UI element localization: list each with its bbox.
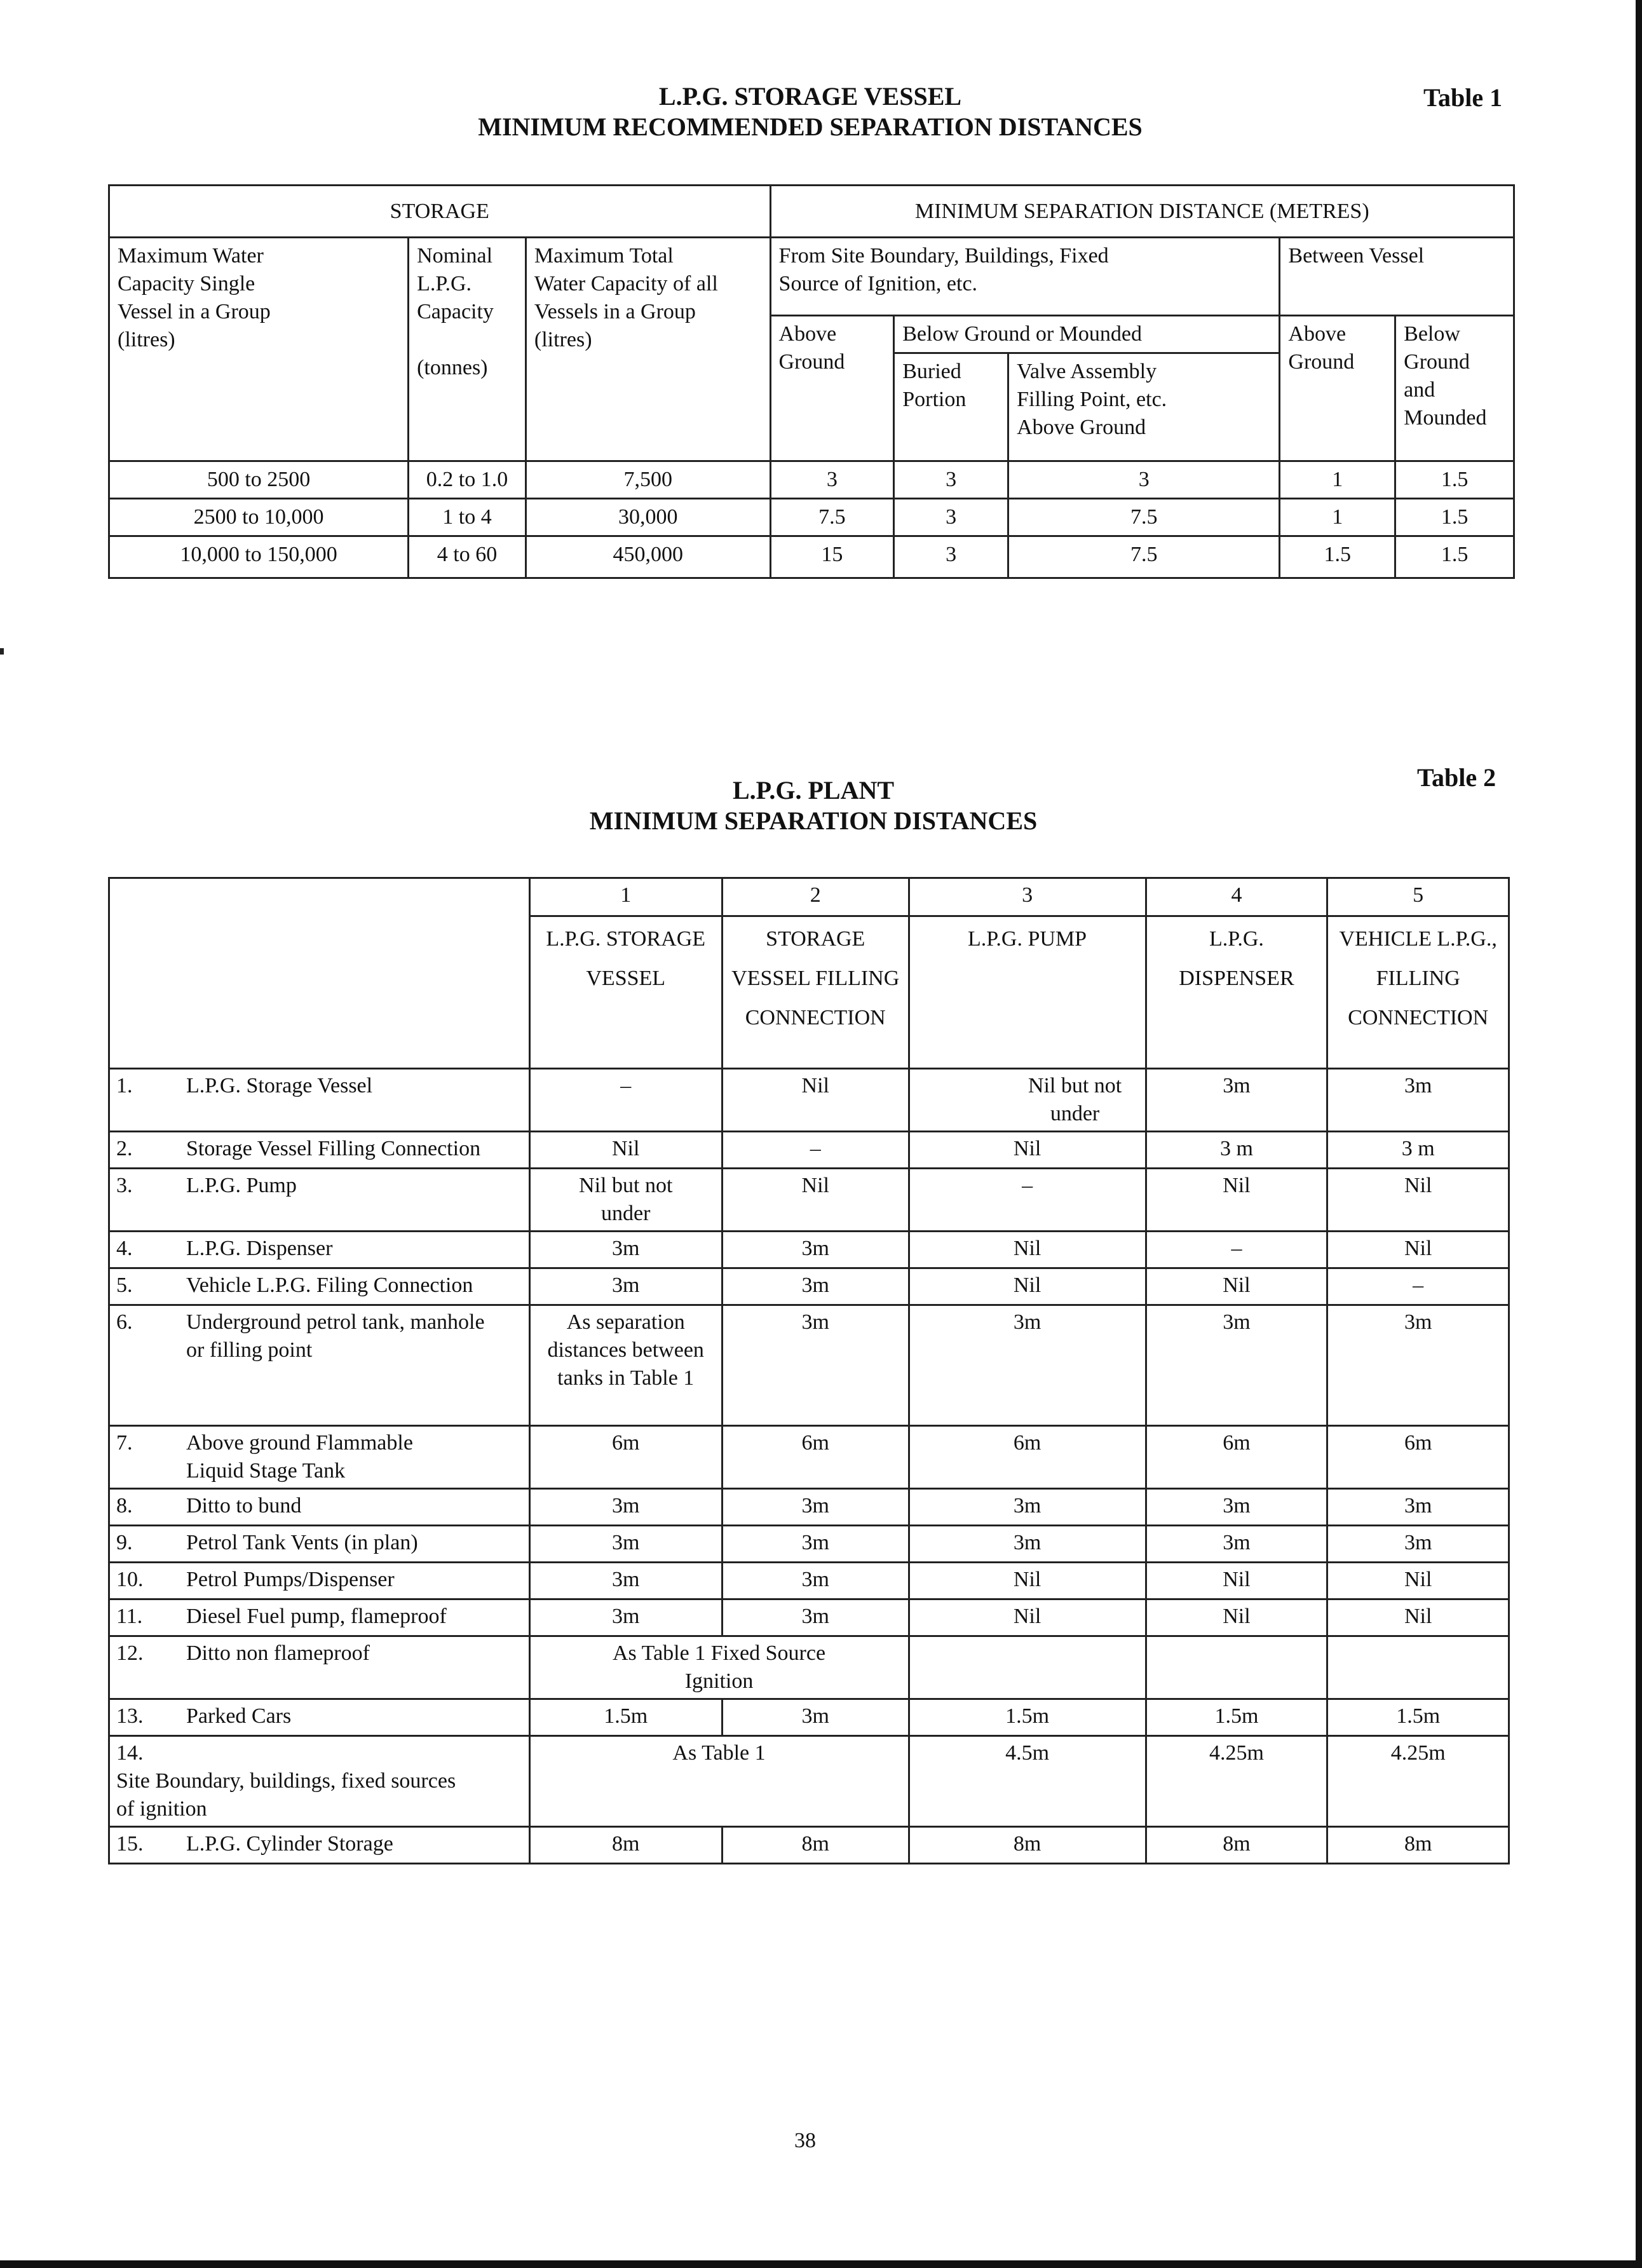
t2-row-index: 9. xyxy=(116,1531,133,1554)
t2-row xyxy=(109,1699,1509,1736)
t2-row-text: L.P.G. Dispenser xyxy=(186,1237,333,1260)
t2-cell: Nil xyxy=(1146,1563,1327,1599)
t2-row-text: L.P.G. Storage Vessel xyxy=(186,1074,373,1097)
t2-cell: 3m xyxy=(909,1526,1146,1563)
t1-cell: 1.5 xyxy=(1280,536,1395,578)
t2-col-number: 4 xyxy=(1146,878,1327,916)
table2 xyxy=(108,877,1510,1864)
t1-cell: 3 xyxy=(894,536,1008,578)
t1-buried-text: Buried Portion xyxy=(902,360,967,411)
t2-cell: 3m xyxy=(1327,1305,1509,1426)
t2-row-label xyxy=(109,1636,530,1699)
t2-cell: 3m xyxy=(529,1232,722,1268)
t2-row-label xyxy=(109,1827,530,1864)
t2-row-text: L.P.G. Pump xyxy=(186,1174,297,1197)
t2-row-index: 15. xyxy=(116,1832,144,1856)
t2-cell: 6m xyxy=(529,1426,722,1489)
t2-cell: Nil xyxy=(1146,1599,1327,1636)
t2-cell: 3m xyxy=(529,1526,722,1563)
t1-cell: 1.5 xyxy=(1395,461,1514,499)
t1-header-valve xyxy=(1008,353,1280,461)
t2-cell: 6m xyxy=(1146,1426,1327,1489)
t2-cell: Nil xyxy=(909,1232,1146,1268)
t2-row-index: 2. xyxy=(116,1137,133,1160)
t1-max-total-unit: (litres) xyxy=(534,328,592,351)
t2-cell: Nil xyxy=(722,1069,909,1132)
t2-cell: 3m xyxy=(529,1599,722,1636)
t2-row xyxy=(109,1132,1509,1169)
t2-cell: 3m xyxy=(1146,1526,1327,1563)
t2-row-label xyxy=(109,1526,530,1563)
t2-cell: 1.5m xyxy=(529,1699,722,1736)
t1-cell: 1 xyxy=(1280,499,1395,536)
t2-cell: 3m xyxy=(1146,1069,1327,1132)
t1-cell: 7.5 xyxy=(770,499,894,536)
t1-header-below-mounded: Below Ground or Mounded xyxy=(894,316,1280,353)
t1-cell: 4 to 60 xyxy=(409,536,526,578)
t2-row-text: Site Boundary, buildings, fixed sources of ignition xyxy=(116,1769,456,1821)
t1-max-total-text: Maximum Total Water Capacity of all Vessels in a Group xyxy=(534,244,718,323)
t1-header-buried xyxy=(894,353,1008,461)
t1-above-ground-text: Above Ground xyxy=(778,322,845,374)
t2-row xyxy=(109,1426,1509,1489)
t2-col-number: 5 xyxy=(1327,878,1509,916)
t2-row-text: Parked Cars xyxy=(186,1704,292,1728)
t1-cell: 3 xyxy=(894,499,1008,536)
t2-cell: 6m xyxy=(1327,1426,1509,1489)
t2-cell: 3m xyxy=(722,1526,909,1563)
t2-cell-merged xyxy=(529,1636,909,1699)
t2-cell: 8m xyxy=(722,1827,909,1864)
t2-row-label xyxy=(109,1268,530,1305)
table1-label: Table 1 xyxy=(1423,83,1503,112)
t2-cell: 4.25m xyxy=(1146,1736,1327,1827)
t2-row xyxy=(109,1169,1509,1232)
t2-cell: – xyxy=(909,1169,1146,1232)
t2-cell: 1.5m xyxy=(1146,1699,1327,1736)
table2-title-line1: L.P.G. PLANT xyxy=(732,776,895,805)
t1-header-max-water xyxy=(109,238,409,461)
t2-col-number: 2 xyxy=(722,878,909,916)
t1-cell: 10,000 to 150,000 xyxy=(109,536,409,578)
t2-col-number: 1 xyxy=(529,878,722,916)
t2-cell: Nil xyxy=(909,1563,1146,1599)
t2-cell-text: As separation distances between tanks in Table 1 xyxy=(547,1310,704,1390)
table2-label: Table 2 xyxy=(1417,763,1496,792)
t2-row-index: 10. xyxy=(116,1568,144,1591)
t2-cell: 3 m xyxy=(1327,1132,1509,1169)
t2-row xyxy=(109,1069,1509,1132)
t1-cell: 7,500 xyxy=(526,461,770,499)
t1-row xyxy=(109,536,1514,578)
t2-cell: 3m xyxy=(722,1563,909,1599)
t2-cell: Nil xyxy=(1327,1232,1509,1268)
t2-col-header: L.P.G. STORAGE VESSEL xyxy=(529,916,722,1069)
t2-row xyxy=(109,1599,1509,1636)
t2-col-number: 3 xyxy=(909,878,1146,916)
t2-cell: Nil xyxy=(909,1132,1146,1169)
t1-cell: 1.5 xyxy=(1395,536,1514,578)
t1-cell: 7.5 xyxy=(1008,499,1280,536)
t2-row-index: 6. xyxy=(116,1310,133,1334)
t2-cell-text: As Table 1 xyxy=(672,1741,766,1765)
t2-col-header: L.P.G. DISPENSER xyxy=(1146,916,1327,1069)
t2-corner xyxy=(109,878,530,1069)
t2-row-text: Petrol Pumps/Dispenser xyxy=(186,1568,395,1591)
t2-cell: 3m xyxy=(529,1268,722,1305)
t1-cell: 1.5 xyxy=(1395,499,1514,536)
table1 xyxy=(108,184,1515,579)
t2-cell: 6m xyxy=(909,1426,1146,1489)
t2-row-text: Ditto non flameproof xyxy=(186,1641,370,1665)
t2-cell: 3m xyxy=(722,1489,909,1526)
t2-cell-text: As Table 1 Fixed Source Ignition xyxy=(613,1641,826,1693)
t2-row-label xyxy=(109,1169,530,1232)
t2-row-label xyxy=(109,1305,530,1426)
t2-cell: 3m xyxy=(722,1305,909,1426)
t2-cell: 8m xyxy=(1146,1827,1327,1864)
t2-cell: Nil xyxy=(1327,1599,1509,1636)
t2-row-label xyxy=(109,1736,530,1827)
t1-between-above-text: Above Ground xyxy=(1288,322,1355,374)
t1-valve-text: Valve Assembly Filling Point, etc. Above Ground xyxy=(1017,360,1167,439)
t2-row xyxy=(109,1268,1509,1305)
t2-cell: 3m xyxy=(722,1268,909,1305)
t1-between-below-text: Below Ground and Mounded xyxy=(1404,322,1487,430)
t1-cell: 2500 to 10,000 xyxy=(109,499,409,536)
t1-cell: 450,000 xyxy=(526,536,770,578)
t2-row-label xyxy=(109,1132,530,1169)
t2-col-header: VEHICLE L.P.G., FILLING CONNECTION xyxy=(1327,916,1509,1069)
t2-row-text: Vehicle L.P.G. Filing Connection xyxy=(186,1273,473,1297)
scan-edge-right xyxy=(1636,0,1642,2268)
t2-row-index: 8. xyxy=(116,1494,133,1518)
t2-row xyxy=(109,1526,1509,1563)
t1-header-min-sep: MINIMUM SEPARATION DISTANCE (METRES) xyxy=(770,186,1514,238)
t2-row-label xyxy=(109,1699,530,1736)
t2-cell: – xyxy=(1327,1268,1509,1305)
t2-cell: Nil xyxy=(909,1268,1146,1305)
t2-row-index: 3. xyxy=(116,1174,133,1197)
t2-row-label xyxy=(109,1232,530,1268)
t2-row-label xyxy=(109,1489,530,1526)
t2-cell: 8m xyxy=(1327,1827,1509,1864)
t1-header-between-above xyxy=(1280,316,1395,461)
t1-cell: 500 to 2500 xyxy=(109,461,409,499)
t2-row xyxy=(109,1636,1509,1699)
t2-cell: Nil xyxy=(529,1132,722,1169)
t2-row xyxy=(109,1232,1509,1268)
t2-row-text: Storage Vessel Filling Connection xyxy=(186,1137,481,1160)
t2-row-label xyxy=(109,1069,530,1132)
t2-cell: 4.25m xyxy=(1327,1736,1509,1827)
t2-cell: 3m xyxy=(1327,1526,1509,1563)
t1-max-water-text: Maximum Water Capacity Single Vessel in a Group xyxy=(118,244,271,323)
t2-row-label xyxy=(109,1563,530,1599)
t1-header-from-site xyxy=(770,238,1280,316)
t2-cell: 8m xyxy=(909,1827,1146,1864)
t2-row-label xyxy=(109,1599,530,1636)
t2-row-index: 5. xyxy=(116,1273,133,1297)
t2-cell xyxy=(529,1169,722,1232)
t2-row-text: Ditto to bund xyxy=(186,1494,302,1518)
t2-cell: 3m xyxy=(529,1489,722,1526)
t1-row xyxy=(109,461,1514,499)
t2-col-header: L.P.G. PUMP xyxy=(909,916,1146,1069)
t1-cell: 0.2 to 1.0 xyxy=(409,461,526,499)
t2-cell: – xyxy=(1146,1232,1327,1268)
t2-row-text: Above ground Flammable Liquid Stage Tank xyxy=(186,1431,413,1483)
t2-cell: Nil xyxy=(909,1599,1146,1636)
t2-cell: Nil xyxy=(722,1169,909,1232)
t2-row-index: 11. xyxy=(116,1605,143,1628)
t2-cell xyxy=(909,1636,1146,1699)
t2-cell: 1.5m xyxy=(1327,1699,1509,1736)
t1-header-above-ground xyxy=(770,316,894,461)
t2-cell: 3m xyxy=(1146,1489,1327,1526)
t2-cell: Nil xyxy=(1327,1563,1509,1599)
t2-cell: 6m xyxy=(722,1426,909,1489)
t1-cell: 3 xyxy=(1008,461,1280,499)
t2-row-index: 12. xyxy=(116,1641,144,1665)
t2-cell: – xyxy=(529,1069,722,1132)
t1-cell: 3 xyxy=(894,461,1008,499)
t1-max-water-unit: (litres) xyxy=(118,328,175,351)
t2-row-label xyxy=(109,1426,530,1489)
t2-cell: 3m xyxy=(722,1599,909,1636)
t1-header-between-below xyxy=(1395,316,1514,461)
t2-cell xyxy=(1327,1636,1509,1699)
t2-row-index: 14. xyxy=(116,1741,144,1765)
t2-row-text: Underground petrol tank, manhole or filling point xyxy=(186,1310,485,1362)
t2-row-text: Petrol Tank Vents (in plan) xyxy=(186,1531,418,1554)
t2-cell-text: Nil but not under xyxy=(579,1174,673,1225)
t2-cell: 3m xyxy=(722,1232,909,1268)
t2-cell: Nil xyxy=(1146,1169,1327,1232)
t1-header-max-total xyxy=(526,238,770,461)
t2-cell-text: Nil but not under xyxy=(1028,1074,1122,1125)
t2-cell: 3 m xyxy=(1146,1132,1327,1169)
page-number: 38 xyxy=(794,2129,816,2152)
t1-cell: 15 xyxy=(770,536,894,578)
t2-cell xyxy=(529,1305,722,1426)
t1-header-storage: STORAGE xyxy=(109,186,771,238)
t2-cell-merged xyxy=(529,1736,909,1827)
t2-cell: 3m xyxy=(1327,1069,1509,1132)
t2-cell: 3m xyxy=(1146,1305,1327,1426)
scan-edge-bottom xyxy=(0,2260,1642,2268)
t1-row xyxy=(109,499,1514,536)
t1-nominal-text: Nominal L.P.G. Capacity xyxy=(417,244,494,323)
t1-header-nominal xyxy=(409,238,526,461)
t2-cell: 1.5m xyxy=(909,1699,1146,1736)
table1-title-line2: MINIMUM RECOMMENDED SEPARATION DISTANCES xyxy=(478,112,1143,141)
t2-row-text: Diesel Fuel pump, flameproof xyxy=(186,1605,447,1628)
t2-cell: – xyxy=(722,1132,909,1169)
t2-cell: 3m xyxy=(909,1305,1146,1426)
t2-row-index: 1. xyxy=(116,1074,133,1097)
t1-cell: 7.5 xyxy=(1008,536,1280,578)
t1-from-site-text: From Site Boundary, Buildings, Fixed Source of Ignition, etc. xyxy=(778,244,1109,295)
t1-nominal-unit: (tonnes) xyxy=(417,356,488,379)
t1-header-between: Between Vessel xyxy=(1280,238,1514,316)
t1-cell: 3 xyxy=(770,461,894,499)
t2-cell-merged xyxy=(909,1069,1146,1132)
t2-row xyxy=(109,1736,1509,1827)
t2-row xyxy=(109,1563,1509,1599)
t2-cell: 3m xyxy=(529,1563,722,1599)
t1-cell: 1 xyxy=(1280,461,1395,499)
t2-row xyxy=(109,1827,1509,1864)
t2-row xyxy=(109,1305,1509,1426)
t2-row-index: 4. xyxy=(116,1237,133,1260)
t2-row-text: L.P.G. Cylinder Storage xyxy=(186,1832,393,1856)
t2-row-index: 7. xyxy=(116,1431,133,1455)
t2-cell xyxy=(1146,1636,1327,1699)
table1-title xyxy=(381,81,1239,142)
table2-title xyxy=(413,775,1214,836)
t2-row xyxy=(109,1489,1509,1526)
table2-title-line2: MINIMUM SEPARATION DISTANCES xyxy=(589,806,1038,835)
t2-cell: Nil xyxy=(1327,1169,1509,1232)
t2-cell: Nil xyxy=(1146,1268,1327,1305)
t1-cell: 1 to 4 xyxy=(409,499,526,536)
t2-cell: 4.5m xyxy=(909,1736,1146,1827)
t2-col-header: STORAGE VESSEL FILLING CONNECTION xyxy=(722,916,909,1069)
scan-mark xyxy=(0,648,4,655)
t2-cell: 3m xyxy=(909,1489,1146,1526)
t2-row-index: 13. xyxy=(116,1704,144,1728)
t1-cell: 30,000 xyxy=(526,499,770,536)
table1-title-line1: L.P.G. STORAGE VESSEL xyxy=(658,82,962,111)
t2-cell: 8m xyxy=(529,1827,722,1864)
t2-cell: 3m xyxy=(722,1699,909,1736)
t2-cell: 3m xyxy=(1327,1489,1509,1526)
